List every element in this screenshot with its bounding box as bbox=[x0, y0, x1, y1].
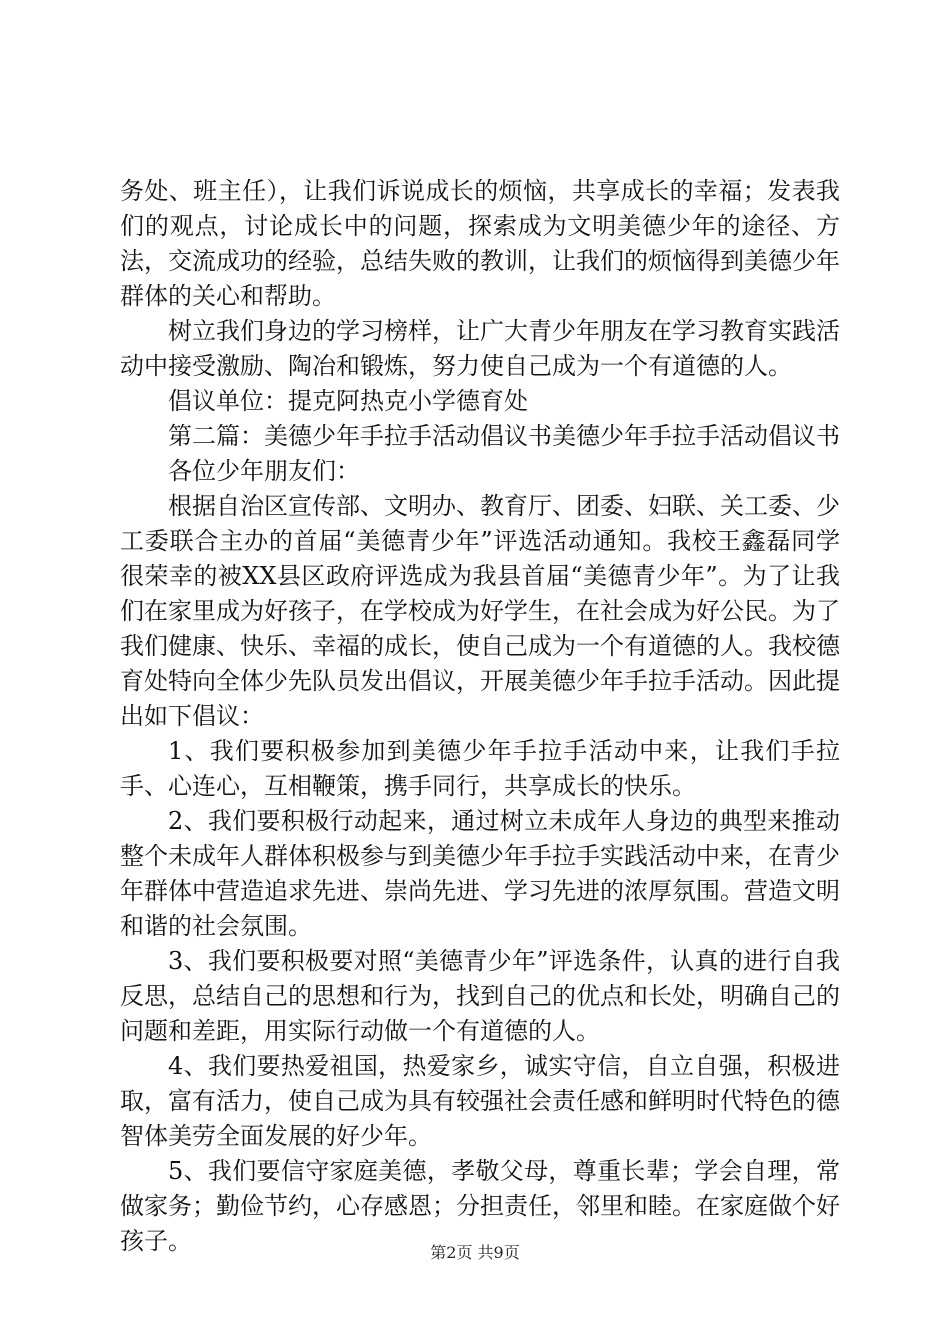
section-heading: 第二篇：美德少年手拉手活动倡议书美德少年手拉手活动倡议书 bbox=[168, 422, 840, 450]
proposal-item-4: 4、我们要热爱祖国，热爱家乡，诚实守信，自立自强，积极进取，富有活力，使自己成为具有较强社会责任感和鲜明时代特色的德智体美劳全面发展的好少年。 bbox=[120, 1052, 840, 1150]
proposal-item-5: 5、我们要信守家庭美德，孝敬父母，尊重长辈；学会自理，常做家务；勤俭节约，心存感恩；分担责任，邻里和睦。在家庭做个好孩子。 bbox=[120, 1157, 840, 1255]
page-number-footer: 第2页 共9页 bbox=[430, 1243, 520, 1262]
proposal-item-1: 1、我们要积极参加到美德少年手拉手活动中来，让我们手拉手、心连心，互相鞭策，携手同行，共享成长的快乐。 bbox=[120, 737, 840, 800]
paragraph-background: 根据自治区宣传部、文明办、教育厅、团委、妇联、关工委、少工委联合主办的首届“美德青少年”评选活动通知。我校王鑫磊同学很荣幸的被XX县区政府评选成为我县首届“美德青少年”。为了让我们在家里成为好孩子，在学校成为好学生，在社会成为好公民。为了我们健康、快乐、幸福的成长，使自己成为一个有道德的人。我校德育处特向全体少先队员发出倡议，开展美德少年手拉手活动。因此提出如下倡议： bbox=[120, 492, 840, 730]
proposal-item-2: 2、我们要积极行动起来，通过树立未成年人身边的典型来推动整个未成年人群体积极参与到美德少年手拉手实践活动中来，在青少年群体中营造追求先进、崇尚先进、学习先进的浓厚氛围。营造文明和谐的社会氛围。 bbox=[120, 807, 840, 940]
paragraph-role-model: 树立我们身边的学习榜样，让广大青少年朋友在学习教育实践活动中接受激励、陶冶和锻炼，努力使自己成为一个有道德的人。 bbox=[120, 317, 840, 380]
paragraph-continuation: 务处、班主任），让我们诉说成长的烦恼，共享成长的幸福；发表我们的观点，讨论成长中的问题，探索成为文明美德少年的途径、方法，交流成功的经验，总结失败的教训，让我们的烦恼得到美德少年群体的关心和帮助。 bbox=[120, 177, 840, 310]
paragraph-sponsor: 倡议单位：提克阿热克小学德育处 bbox=[168, 387, 528, 415]
proposal-item-3: 3、我们要积极要对照“美德青少年”评选条件，认真的进行自我反思，总结自己的思想和行为，找到自己的优点和长处，明确自己的问题和差距，用实际行动做一个有道德的人。 bbox=[120, 947, 840, 1045]
salutation: 各位少年朋友们： bbox=[168, 457, 360, 485]
document-body bbox=[120, 174, 840, 1259]
